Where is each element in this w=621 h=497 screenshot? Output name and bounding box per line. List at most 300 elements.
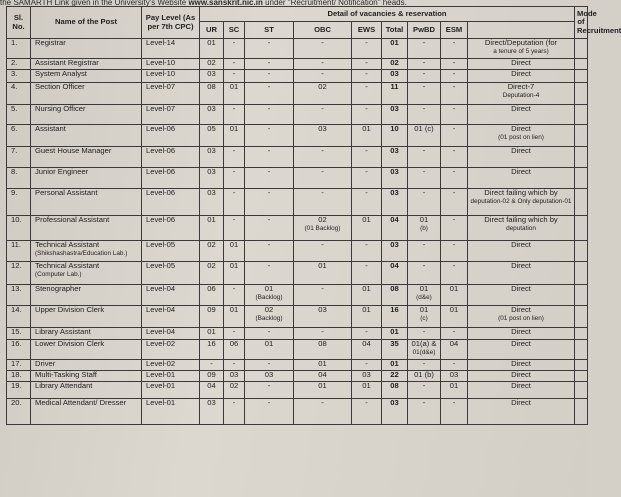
cell-sl-no-text: 11. [11,240,21,249]
cell-ews-text: - [365,167,368,176]
cell-ews [352,39,382,59]
cell-esm [441,168,468,189]
cell-ur [200,382,224,399]
cell-obc-text: - [321,38,324,47]
cell-obc-text: - [321,327,324,336]
cell-obc-text: - [321,58,324,67]
cell-obc [294,83,352,105]
cell-st [245,306,294,328]
cell-post-name-text: Section Officer [35,82,85,91]
cell-total-text: 16 [390,305,399,314]
cell-sl-no-text: 2. [11,58,18,67]
cell-esm [441,285,468,306]
cell-esm-text: - [452,215,456,224]
cell-esm [441,241,468,262]
cell-mode-text: Direct [511,284,531,293]
cell-total-text: 04 [390,215,399,224]
cell-extra [575,399,588,425]
cell-ur [200,262,224,285]
cell-obc-text: - [321,188,324,197]
cell-sl-no-text: 7. [11,146,18,155]
cell-extra [575,382,588,399]
cell-pwbd-text: - [422,188,426,197]
cell-ews-text: 01 [362,284,371,293]
cell-st [245,262,294,285]
cell-sc-text: - [232,188,236,197]
cell-esm [441,70,468,83]
cell-esm-text: - [452,38,456,47]
cell-ur-text: 06 [207,284,216,293]
cell-total [382,306,408,328]
cell-sl-no-text: 16. [11,339,22,348]
cell-pay-level [142,382,200,399]
table-row [7,399,588,425]
cell-total-text: 03 [390,398,399,407]
cell-sl-no [7,39,31,59]
cell-total [382,382,408,399]
cell-post-name [31,371,142,382]
website-link-text: www.sanskrit.nic.in [188,0,263,7]
cell-pay-level-text: Level-10 [146,58,176,67]
table-row [7,105,588,125]
cell-obc [294,399,352,425]
cell-mode-text: Direct [511,124,531,133]
cell-pwbd-note: (b) [420,224,428,232]
cell-ews-text: 04 [362,339,371,348]
cell-obc-text: 01 [318,261,327,270]
cell-pwbd-text: - [422,58,426,67]
cell-mode [468,328,575,340]
cell-obc [294,125,352,147]
cell-st [245,59,294,70]
cell-sl-no [7,262,31,285]
cell-sc [224,59,245,70]
table-row [7,59,588,70]
cell-obc [294,216,352,241]
cell-ews [352,189,382,216]
cell-ur-text: 08 [207,82,216,91]
cell-total [382,262,408,285]
cell-obc [294,241,352,262]
cell-post-name-text: Upper Division Clerk [35,305,105,314]
cell-sc [224,125,245,147]
cell-total [382,125,408,147]
cell-mode [468,285,575,306]
cell-mode-text: Direct [511,327,531,336]
cell-st-text: - [267,359,271,368]
cell-extra [575,39,588,59]
cell-pwbd-text: - [422,69,426,78]
cell-esm-text: 03 [449,370,459,379]
cell-mode [468,216,575,241]
cell-pay-level-text: Level-02 [146,359,176,368]
cell-mode [468,189,575,216]
cell-esm [441,59,468,70]
header-pay-level: Pay Level (As per 7th CPC) [142,7,200,39]
cell-pwbd-text: - [422,359,426,368]
cell-ews-text: 01 [362,124,371,133]
cell-st-note: (Backlog) [255,314,283,322]
cell-pwbd-text: 01 [419,305,429,314]
cell-sl-no-text: 1. [11,38,18,47]
cell-st [245,382,294,399]
cell-sc-text: 01 [229,240,239,249]
cell-post-name [31,189,142,216]
header-esm: ESM [441,22,468,39]
cell-total [382,147,408,168]
cell-ews-text: - [365,146,368,155]
cell-pay-level-text: Level-07 [146,82,176,91]
cell-pay-level-text: Level-10 [146,69,176,78]
notice-suffix-text: under "Recruitment/ Notification" heads. [265,0,407,7]
cell-obc-text: 04 [318,370,327,379]
cell-pay-level [142,285,200,306]
cell-sc-text: - [232,398,236,407]
cell-sc-text: - [232,69,236,78]
cell-esm [441,306,468,328]
cell-esm [441,39,468,59]
cell-esm-text: - [452,188,456,197]
cell-sl-no-text: 10. [11,215,22,224]
cell-st-text: - [267,146,271,155]
cell-ews-text: 01 [362,305,371,314]
header-sc: SC [224,22,245,39]
cell-esm [441,216,468,241]
cell-ews-text: - [365,38,368,47]
cell-mode [468,371,575,382]
cell-total [382,168,408,189]
cell-pwbd-text: - [422,261,426,270]
cell-sc-text: - [232,327,236,336]
table-row [7,241,588,262]
cell-sc [224,382,245,399]
cell-obc [294,360,352,371]
cell-pay-level-text: Level-01 [146,398,176,407]
cell-sc-text: 06 [229,339,239,348]
cell-pay-level-text: Level-06 [146,124,176,133]
cell-pay-level [142,59,200,70]
cell-pay-level-text: Level-06 [146,146,176,155]
cell-total [382,189,408,216]
cell-total-text: 01 [390,38,399,47]
cell-ur-text: 02 [207,261,216,270]
cell-post-name [31,39,142,59]
cell-ur-text: 05 [207,124,216,133]
cell-ur-text: 02 [207,58,216,67]
cell-total-text: 01 [390,359,399,368]
cell-esm-text: - [452,398,456,407]
cell-ews [352,147,382,168]
cell-post-name [31,59,142,70]
cell-sl-no [7,328,31,340]
cell-st-text: - [267,398,271,407]
cell-extra [575,105,588,125]
header-pwbd: PwBD [408,22,441,39]
cell-total-text: 03 [390,167,399,176]
cell-total-text: 10 [390,124,399,133]
cell-sc [224,105,245,125]
cell-esm-text: - [452,82,456,91]
cell-obc [294,59,352,70]
cell-obc [294,262,352,285]
table-row [7,371,588,382]
table-row [7,189,588,216]
cell-sl-no [7,306,31,328]
table-row [7,70,588,83]
cell-st-note: (Backlog) [255,293,283,301]
cell-mode [468,360,575,371]
cell-pwbd [408,306,441,328]
cell-post-name-text: Professional Assistant [35,215,110,224]
header-ews: EWS [352,22,382,39]
cell-ur [200,360,224,371]
cell-total [382,371,408,382]
cell-sc [224,285,245,306]
cell-mode [468,340,575,360]
cell-post-name-note: (Computer Lab.) [35,270,82,278]
cell-pwbd [408,241,441,262]
cell-sc [224,340,245,360]
cell-st-text: 01 [264,284,274,293]
cell-pwbd [408,147,441,168]
cell-post-name [31,382,142,399]
cell-st [245,360,294,371]
cell-esm-text: 01 [449,381,459,390]
cell-pwbd [408,328,441,340]
cell-ur [200,306,224,328]
cell-pwbd [408,399,441,425]
cell-obc-text: - [321,240,324,249]
cell-esm [441,399,468,425]
cell-mode [468,59,575,70]
cell-total-text: 11 [390,82,399,91]
cell-ews [352,371,382,382]
cell-mode-text: Direct [511,261,531,270]
cell-ur [200,189,224,216]
cell-obc [294,189,352,216]
header-total: Total [382,22,408,39]
cell-extra [575,285,588,306]
cell-obc-text: 02 [318,82,327,91]
cell-ur [200,216,224,241]
cell-total-text: 01 [390,327,399,336]
cell-obc-text: - [321,146,324,155]
cell-mode [468,399,575,425]
cell-post-name [31,340,142,360]
cell-esm-text: - [452,167,456,176]
cell-sc-text: 02 [229,381,239,390]
cell-ews [352,83,382,105]
cell-ews-text: - [365,327,368,336]
header-st: ST [245,22,294,39]
cell-mode [468,39,575,59]
cell-obc-text: - [321,69,324,78]
cell-obc-text: 01 [318,359,327,368]
cell-sl-no-text: 9. [11,188,18,197]
cell-sc-text: - [232,359,236,368]
cell-obc [294,168,352,189]
cell-post-name-text: Driver [35,359,56,368]
cell-pay-level-text: Level-02 [146,339,176,348]
cell-post-name-text: Library Attendant [35,381,93,390]
cell-sl-no [7,285,31,306]
cell-pay-level-text: Level-14 [146,38,176,47]
cell-sc-text: - [232,146,236,155]
cell-extra [575,371,588,382]
cell-sl-no [7,382,31,399]
cell-esm-text: - [452,124,456,133]
table-row [7,306,588,328]
cell-ur [200,125,224,147]
cell-st-text: 02 [264,305,274,314]
cell-total [382,59,408,70]
cell-mode-text: Direct [511,339,531,348]
cell-st-text: - [267,82,271,91]
cell-pay-level-text: Level-06 [146,167,176,176]
cell-extra [575,360,588,371]
cell-ur-text: 01 [207,215,216,224]
cell-obc [294,340,352,360]
table-row [7,262,588,285]
cell-sl-no-text: 15. [11,327,22,336]
cell-sc-text: 01 [229,124,239,133]
cell-pwbd-text: 01 [419,215,429,224]
cell-pay-level-text: Level-04 [146,327,176,336]
cell-mode-text: Direct [511,69,531,78]
cell-total-text: 03 [390,188,399,197]
cell-obc-text: 02 [318,215,327,224]
cell-st-text: - [267,104,271,113]
cell-st [245,328,294,340]
cell-mode-text: Direct [511,381,531,390]
cell-esm-text: - [452,327,456,336]
cell-esm-text: 01 [449,305,459,314]
cell-total [382,70,408,83]
cell-mode [468,382,575,399]
cell-pay-level-text: Level-04 [146,305,176,314]
table-row [7,216,588,241]
cell-ews [352,399,382,425]
cell-esm [441,360,468,371]
cell-extra [575,328,588,340]
cell-total-text: 03 [390,69,399,78]
cell-st-text: - [267,381,271,390]
table-row [7,125,588,147]
cell-extra [575,262,588,285]
cell-esm [441,262,468,285]
cell-pay-level [142,306,200,328]
table-row [7,39,588,59]
cell-sc-text: 01 [229,305,239,314]
cell-post-name [31,241,142,262]
cell-sc-text: - [232,284,236,293]
cell-total [382,105,408,125]
cell-sl-no [7,59,31,70]
cell-sc [224,241,245,262]
cell-post-name [31,399,142,425]
cell-st [245,39,294,59]
cell-ur [200,168,224,189]
cell-total [382,216,408,241]
header-ur: UR [200,22,224,39]
cell-pwbd-text: - [422,104,426,113]
cell-ur-text: 01 [207,327,216,336]
cell-pay-level [142,360,200,371]
cell-extra [575,340,588,360]
cell-obc-text: - [321,398,324,407]
cell-ews [352,340,382,360]
cell-sc [224,216,245,241]
cell-sl-no [7,371,31,382]
cell-pwbd-text: - [422,381,426,390]
cell-obc-text: 08 [318,339,327,348]
cell-pay-level-text: Level-05 [146,261,176,270]
cell-st-text: - [267,240,271,249]
cell-pwbd-text: 01(a) & [411,339,437,348]
cell-mode-note: Deputation-4 [502,91,540,99]
cell-esm [441,371,468,382]
cell-pay-level [142,39,200,59]
cell-st [245,285,294,306]
table-row [7,83,588,105]
cell-pay-level [142,70,200,83]
cell-obc-text: 03 [318,305,327,314]
cell-ur-text: 03 [207,104,216,113]
cell-pwbd [408,168,441,189]
cell-ews [352,216,382,241]
cell-sc-text: - [232,215,236,224]
cell-extra [575,241,588,262]
cell-ur [200,59,224,70]
cell-mode [468,147,575,168]
cell-total-text: 03 [390,146,399,155]
cell-pay-level-text: Level-01 [146,370,176,379]
cell-sl-no-text: 17. [11,359,22,368]
table-row [7,340,588,360]
cell-ews [352,360,382,371]
cell-st-text: 03 [264,370,274,379]
cell-pwbd [408,39,441,59]
cell-extra [575,83,588,105]
cell-sl-no [7,241,31,262]
cell-mode [468,262,575,285]
cell-total [382,340,408,360]
cell-ews [352,125,382,147]
cell-pay-level-text: Level-06 [146,188,176,197]
cell-post-name [31,262,142,285]
cell-pay-level [142,189,200,216]
cell-sc-text: - [232,167,236,176]
cell-ews [352,306,382,328]
cell-ur-text: 03 [207,146,216,155]
cell-pay-level [142,340,200,360]
cell-ur [200,147,224,168]
cell-ur [200,39,224,59]
cell-mode-text: Direct [511,104,531,113]
cell-ews-text: - [365,104,368,113]
cell-st-text: - [267,167,271,176]
cell-post-name-text: Junior Engineer [35,167,89,176]
cell-ur [200,328,224,340]
cell-st [245,399,294,425]
cell-post-name [31,360,142,371]
cell-ews-text: - [365,69,368,78]
cell-ur-text: 16 [207,339,216,348]
cell-sc [224,371,245,382]
cell-pwbd-text: - [422,240,426,249]
table-row [7,147,588,168]
cell-ews-text: - [365,261,368,270]
